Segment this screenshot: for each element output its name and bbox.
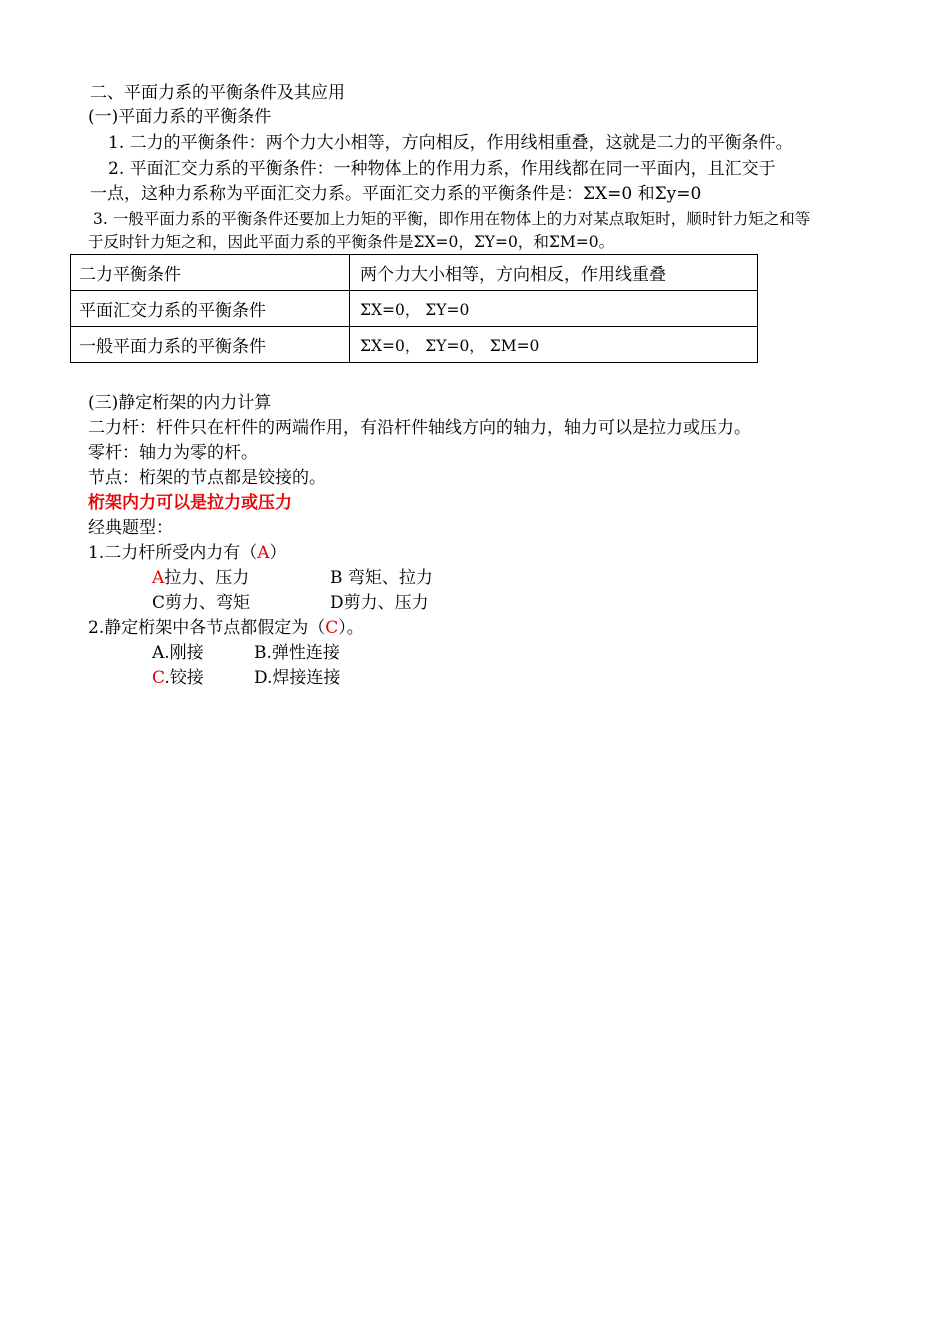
subsection-title-3: (三)静定桁架的内力计算 <box>88 393 272 413</box>
definition-two-force-member: 二力杆：杆件只在杆件的两端作用，有沿杆件轴线方向的轴力，轴力可以是拉力或压力。 <box>88 418 751 438</box>
option-a-letter: A <box>152 568 165 588</box>
table-cell-formula: ΣX=0， ΣY=0， ΣM=0 <box>350 327 758 363</box>
subsection-title-1: (一)平面力系的平衡条件 <box>88 107 272 127</box>
table-cell-condition: 二力平衡条件 <box>71 255 350 291</box>
question-1-text: 1.二力杆所受内力有（ <box>88 543 258 563</box>
question-2-option-d: D.焊接连接 <box>254 668 341 688</box>
paragraph-3-line-1: 3. 一般平面力系的平衡条件还要加上力矩的平衡，即作用在物体上的力对某点取矩时，顺时针力矩之和等 <box>93 210 811 228</box>
question-1-option-b: B 弯矩、拉力 <box>330 568 433 588</box>
definition-node: 节点：桁架的节点都是铰接的。 <box>88 468 326 488</box>
table-row <box>71 255 758 291</box>
table-cell-condition: 一般平面力系的平衡条件 <box>71 327 350 363</box>
highlight-note: 桁架内力可以是拉力或压力 <box>88 493 292 513</box>
question-2-option-b: B.弹性连接 <box>254 643 340 663</box>
paragraph-3-line-2: 于反时针力矩之和，因此平面力系的平衡条件是ΣX=0，ΣY=0，和ΣM=0。 <box>88 233 615 251</box>
option-a-text: 拉力、压力 <box>164 568 250 588</box>
definition-zero-member: 零杆：轴力为零的杆。 <box>88 443 258 463</box>
table-row <box>71 291 758 327</box>
paragraph-1: 1. 二力的平衡条件：两个力大小相等，方向相反，作用线相重叠，这就是二力的平衡条件。 <box>108 133 793 153</box>
question-1-stem <box>88 542 287 564</box>
question-2-option-c <box>152 667 204 689</box>
table-cell-condition: 平面汇交力系的平衡条件 <box>71 291 350 327</box>
table-cell-formula: 两个力大小相等，方向相反，作用线重叠 <box>350 255 758 291</box>
question-1-option-d: D剪力、压力 <box>330 593 429 613</box>
section-title: 二、平面力系的平衡条件及其应用 <box>90 83 345 103</box>
question-2-close: ）。 <box>338 618 364 638</box>
question-1-close: ） <box>269 543 287 563</box>
question-2-answer: C <box>325 618 339 638</box>
question-2-option-a: A.刚接 <box>152 643 204 663</box>
table-row <box>71 327 758 363</box>
typical-questions-title: 经典题型： <box>88 518 173 538</box>
paragraph-2-line-2: 一点，这种力系称为平面汇交力系。平面汇交力系的平衡条件是：ΣX=0 和Σy=0 <box>90 184 702 204</box>
question-1-option-a <box>152 567 249 589</box>
option-c-text: .铰接 <box>164 668 204 688</box>
equilibrium-conditions-table <box>70 254 758 363</box>
question-2-stem <box>88 617 364 639</box>
table-cell-formula: ΣX=0， ΣY=0 <box>350 291 758 327</box>
paragraph-2-line-1: 2. 平面汇交力系的平衡条件：一种物体上的作用力系，作用线都在同一平面内，且汇交于 <box>108 159 776 179</box>
option-c-letter: C <box>152 668 165 688</box>
question-2-text: 2.静定桁架中各节点都假定为（ <box>88 618 326 638</box>
question-1-answer: A <box>257 543 270 563</box>
question-1-option-c: C剪力、弯矩 <box>152 593 251 613</box>
